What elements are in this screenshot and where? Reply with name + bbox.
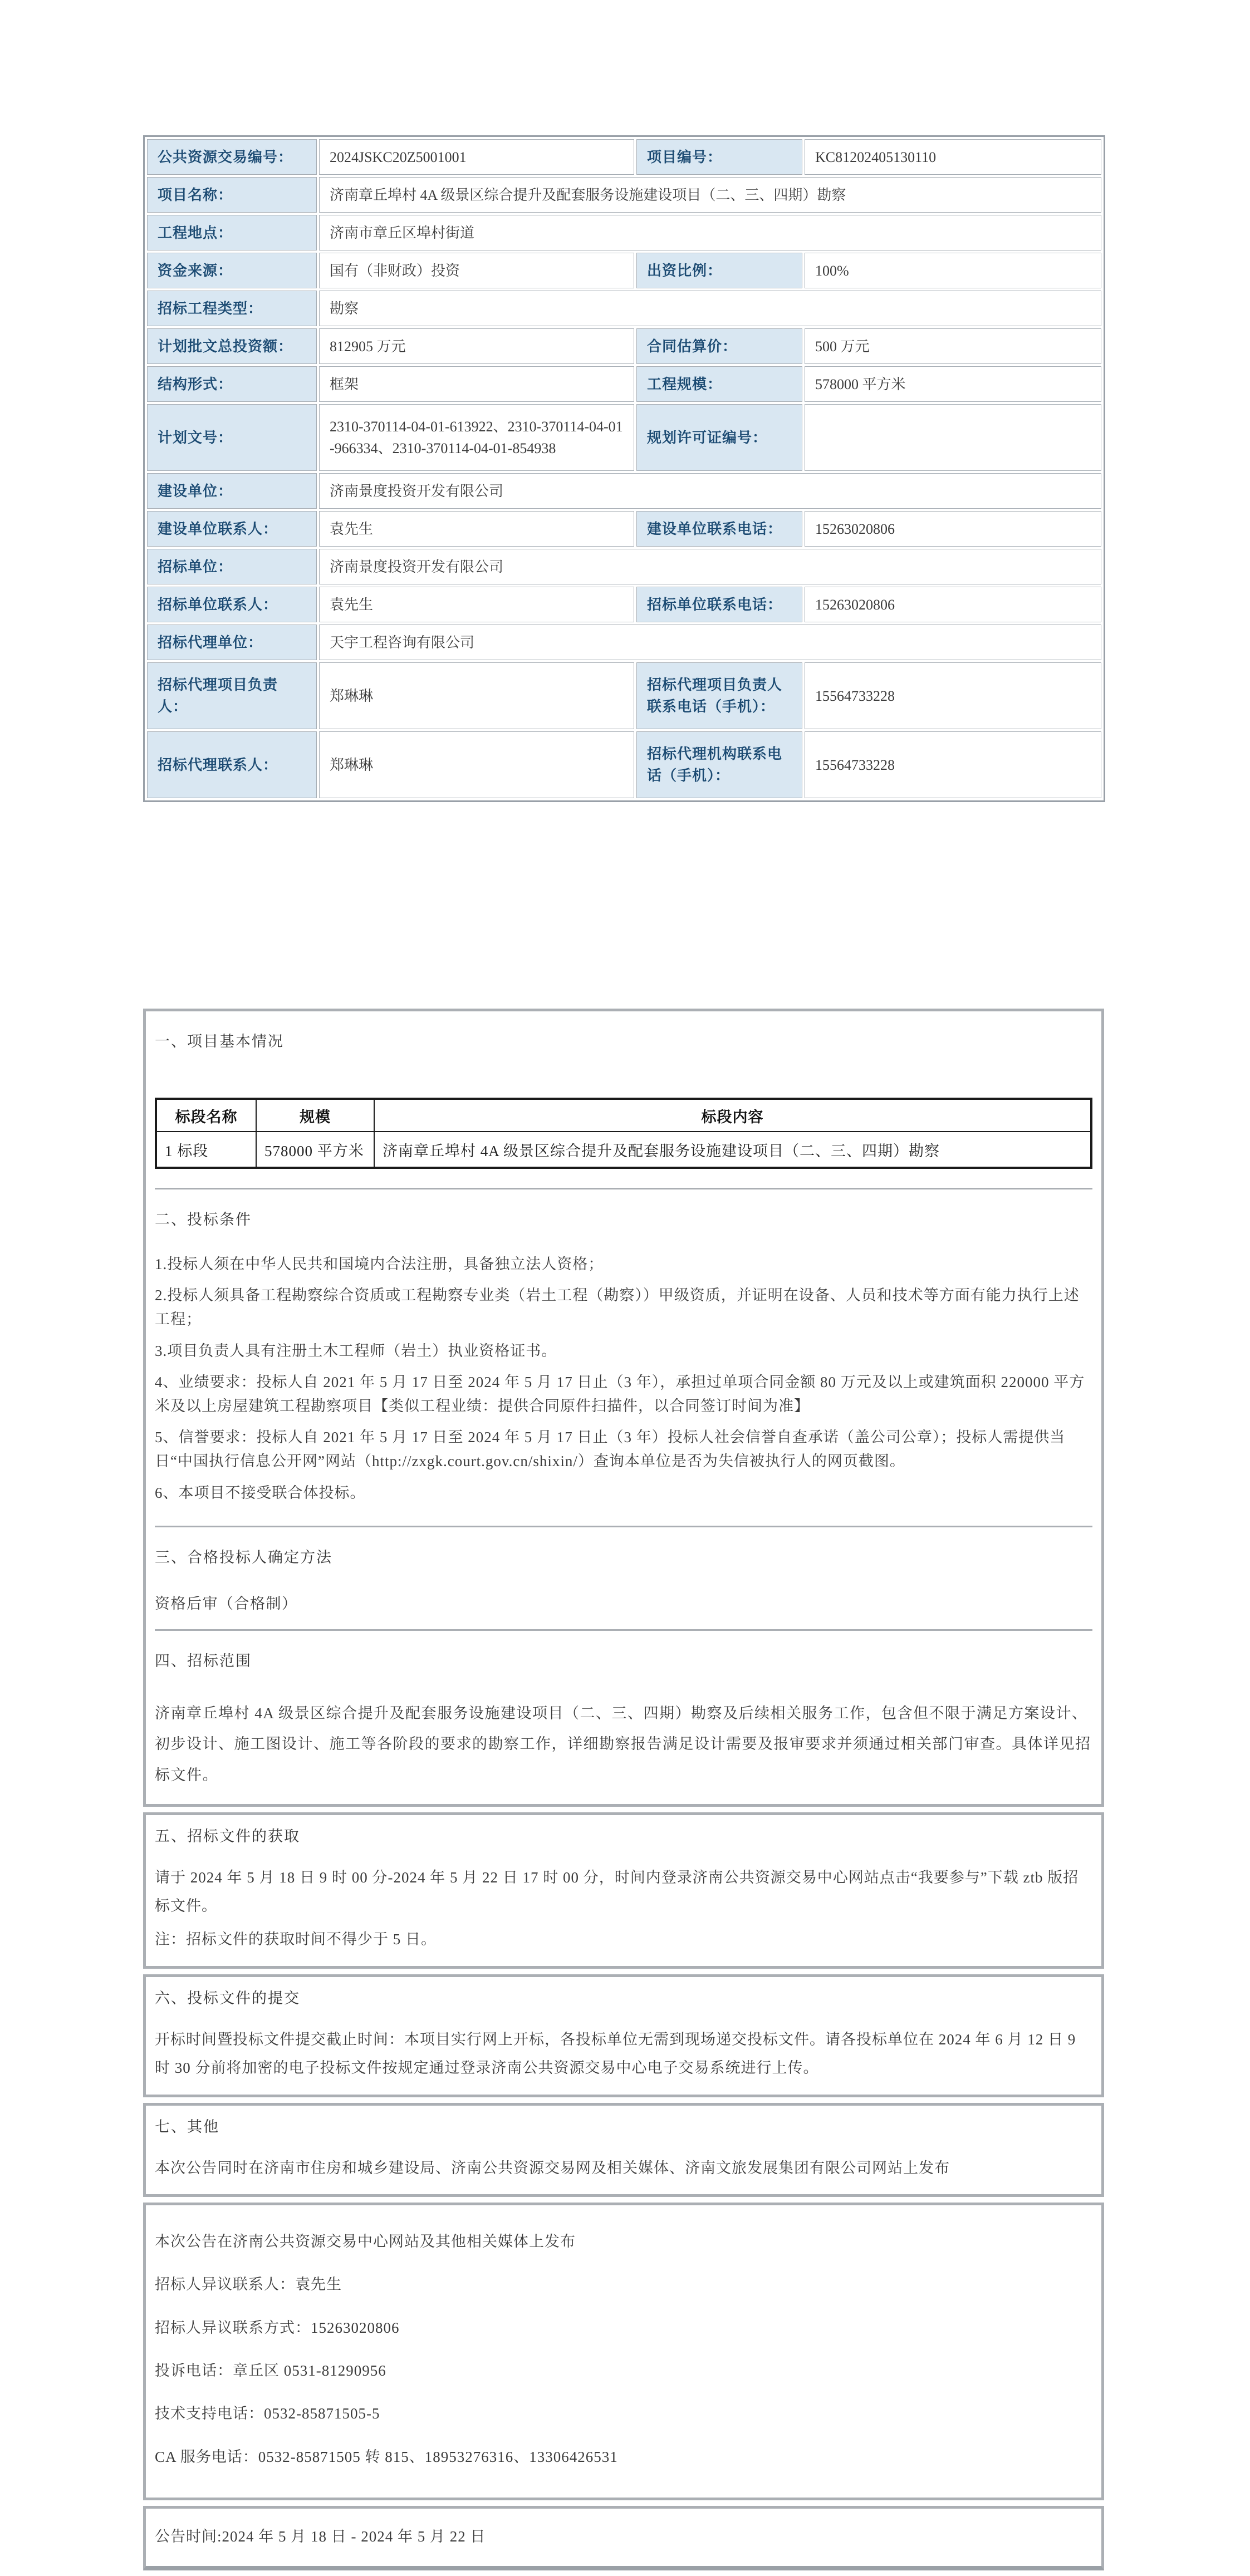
info-label: 规划许可证编号： [636, 404, 802, 471]
section-title: 一、项目基本情况 [155, 1033, 284, 1050]
info-table-row [147, 549, 1101, 584]
info-label: 招标代理项目负责人联系电话（手机）： [636, 662, 802, 729]
info-value: 袁先生 [319, 587, 634, 622]
info-label: 出资比例： [636, 253, 802, 288]
section-title: 二、投标条件 [155, 1211, 252, 1228]
info-label: 工程规模： [636, 366, 802, 402]
other-publish-line: 本次公告同时在济南市住房和城乡建设局、济南公共资源交易网及相关媒体、济南文旅发展集团有限公司网站上发布 [155, 2160, 950, 2177]
info-value: 济南景度投资开发有限公司 [319, 549, 1101, 584]
bid-conditions-list [155, 1252, 1092, 1505]
bid-table-header-row [156, 1099, 1091, 1132]
info-table-row [147, 473, 1101, 509]
info-label: 工程地点： [147, 215, 317, 250]
info-table-row [147, 625, 1101, 660]
contact-info-line: 招标人异议联系方式：15263020806 [155, 2319, 400, 2336]
info-label: 招标代理单位： [147, 625, 317, 660]
section-title: 四、招标范围 [155, 1652, 252, 1669]
info-table-row [147, 291, 1101, 326]
info-value: KC81202405130110 [805, 139, 1101, 175]
bid-table-header: 规模 [256, 1099, 374, 1132]
bid-table-row [156, 1132, 1091, 1168]
info-label: 项目编号： [636, 139, 802, 175]
info-label: 招标代理机构联系电话（手机）： [636, 731, 802, 798]
section-title: 五、招标文件的获取 [155, 1827, 300, 1845]
announcement-sections [143, 1009, 1104, 2576]
section-title: 六、投标文件的提交 [155, 1989, 300, 2007]
info-value: 15263020806 [805, 587, 1101, 622]
info-value: 框架 [319, 366, 634, 402]
bid-condition-item: 2.投标人须具备工程勘察综合资质或工程勘察专业类（岩土工程（勘察））甲级资质，并证明在设备、人员和技术等方面有能力执行上述工程； [155, 1287, 1080, 1328]
info-table-row [147, 177, 1101, 213]
doc-acquisition-lines [155, 1864, 1092, 1954]
info-label: 结构形式： [147, 366, 317, 402]
section-qualification-method [155, 1526, 1092, 1629]
bid-condition-item: 3.项目负责人具有注册土木工程师（岩土）执业资格证书。 [155, 1342, 557, 1359]
bid-condition-item: 4、业绩要求：投标人自 2021 年 5 月 17 日至 2024 年 5 月 17 日止（3 年），承担过单项合同金额 80 万元及以上或建筑面积 220000 平方米及以上房屋建筑工程勘察项目【类似工程业绩：提供合同原件扫描件，以合同签订时间为准】 [155, 1373, 1085, 1414]
contact-info-line: 投诉电话：章丘区 0531-81290956 [155, 2362, 386, 2379]
info-table-row [147, 366, 1101, 402]
info-table-row [147, 404, 1101, 471]
info-label: 招标代理联系人： [147, 731, 317, 798]
contact-info-line: CA 服务电话：0532-85871505 转 815、18953276316、13306426531 [155, 2448, 618, 2465]
info-value: 袁先生 [319, 511, 634, 547]
doc-submission-lines [155, 2026, 1092, 2083]
info-label: 计划文号： [147, 404, 317, 471]
section-bid-conditions [155, 1188, 1092, 1526]
bid-condition-item: 6、本项目不接受联合体投标。 [155, 1484, 366, 1501]
info-table-row [147, 731, 1101, 798]
section-group-1-4 [143, 1009, 1104, 1807]
info-value: 济南景度投资开发有限公司 [319, 473, 1101, 509]
info-value: 100% [805, 253, 1101, 288]
info-label: 招标工程类型： [147, 291, 317, 326]
project-info-table [143, 135, 1105, 802]
info-label: 项目名称： [147, 177, 317, 213]
info-table-row [147, 215, 1101, 250]
section-bid-scope [155, 1629, 1092, 1804]
qualification-method-text: 资格后审（合格制） [155, 1595, 298, 1612]
doc-acquisition-line: 请于 2024 年 5 月 18 日 9 时 00 分-2024 年 5 月 22 日 17 时 00 分，时间内登录济南公共资源交易中心网站点击“我要参与”下载 ztb 版招标文件。 [155, 1869, 1079, 1915]
section-basic-info [155, 1011, 1092, 1188]
info-value: 15564733228 [805, 662, 1101, 729]
bid-table-cell: 济南章丘埠村 4A 级景区综合提升及配套服务设施建设项目（二、三、四期）勘察 [374, 1132, 1091, 1168]
info-table-row [147, 139, 1101, 175]
info-label: 招标代理项目负责人： [147, 662, 317, 729]
contact-info-line: 技术支持电话：0532-85871505-5 [155, 2405, 380, 2422]
bid-table-cell: 578000 平方米 [256, 1132, 374, 1168]
bid-table-cell: 1 标段 [156, 1132, 256, 1168]
info-value: 578000 平方米 [805, 366, 1101, 402]
info-label: 建设单位： [147, 473, 317, 509]
info-table-row [147, 587, 1101, 622]
info-value: 郑琳琳 [319, 662, 634, 729]
info-label: 公共资源交易编号： [147, 139, 317, 175]
bid-table-header: 标段名称 [156, 1099, 256, 1132]
info-label: 建设单位联系人： [147, 511, 317, 547]
info-value [805, 404, 1101, 471]
section-title: 三、合格投标人确定方法 [155, 1548, 332, 1566]
info-value: 812905 万元 [319, 328, 634, 364]
section-other [143, 2103, 1104, 2196]
section-doc-acquisition [143, 1812, 1104, 1969]
doc-submission-line: 开标时间暨投标文件提交截止时间：本项目实行网上开标，各投标单位无需到现场递交投标文件。请各投标单位在 2024 年 6 月 12 日 9 时 30 分前将加密的电子投标文件按规定通过登录济南公共资源交易中心电子交易系统进行上传。 [155, 2031, 1076, 2077]
section-title: 七、其他 [155, 2118, 219, 2136]
info-value: 郑琳琳 [319, 731, 634, 798]
info-value: 2310-370114-04-01-613922、2310-370114-04-01-966334、2310-370114-04-01-854938 [319, 404, 634, 471]
info-table-row [147, 253, 1101, 288]
bid-condition-item: 5、信誉要求：投标人自 2021 年 5 月 17 日至 2024 年 5 月 17 日止（3 年）投标人社会信誉自查承诺（盖公司公章）；投标人需提供当日“中国执行信息公开网”网站（http://zxgk.court.gov.cn/shixin/）查询本单位是否为失信被执行人的网页截图。 [155, 1429, 1066, 1470]
info-value: 济南章丘埠村 4A 级景区综合提升及配套服务设施建设项目（二、三、四期）勘察 [319, 177, 1101, 213]
info-value: 15263020806 [805, 511, 1101, 547]
bid-sections-table [155, 1098, 1092, 1169]
info-value: 500 万元 [805, 328, 1101, 364]
info-label: 招标单位联系电话： [636, 587, 802, 622]
info-table-row [147, 662, 1101, 729]
info-value: 勘察 [319, 291, 1101, 326]
other-lines [155, 2154, 1092, 2182]
announcement-period-line: 公告时间:2024 年 5 月 18 日 - 2024 年 5 月 22 日 [155, 2528, 486, 2545]
bid-scope-text: 济南章丘埠村 4A 级景区综合提升及配套服务设施建设项目（二、三、四期）勘察及后续相关服务工作，包含但不限于满足方案设计、初步设计、施工图设计、施工等各阶段的要求的勘察工作，详细勘察报告满足设计需要及报审要求并须通过相关部门审查。具体详见招标文件。 [155, 1704, 1091, 1783]
info-table-row [147, 328, 1101, 364]
bid-table-header: 标段内容 [374, 1099, 1091, 1132]
info-value: 2024JSKC20Z5001001 [319, 139, 634, 175]
info-label: 招标单位： [147, 549, 317, 584]
info-value: 15564733228 [805, 731, 1101, 798]
section-announcement-period [143, 2506, 1104, 2570]
info-value: 天宇工程咨询有限公司 [319, 625, 1101, 660]
section-contact-info [143, 2203, 1104, 2501]
contact-info-line: 招标人异议联系人：袁先生 [155, 2276, 342, 2293]
bid-condition-item: 1.投标人须在中华人民共和国境内合法注册，具备独立法人资格； [155, 1256, 604, 1272]
doc-acquisition-line: 注：招标文件的获取时间不得少于 5 日。 [155, 1930, 437, 1948]
info-label: 计划批文总投资额： [147, 328, 317, 364]
info-value: 济南市章丘区埠村街道 [319, 215, 1101, 250]
info-label: 合同估算价： [636, 328, 802, 364]
section-doc-submission [143, 1974, 1104, 2098]
info-label: 资金来源： [147, 253, 317, 288]
info-label: 招标单位联系人： [147, 587, 317, 622]
info-value: 国有（非财政）投资 [319, 253, 634, 288]
contact-info-line: 本次公告在济南公共资源交易中心网站及其他相关媒体上发布 [155, 2233, 576, 2250]
info-table-row [147, 511, 1101, 547]
info-label: 建设单位联系电话： [636, 511, 802, 547]
